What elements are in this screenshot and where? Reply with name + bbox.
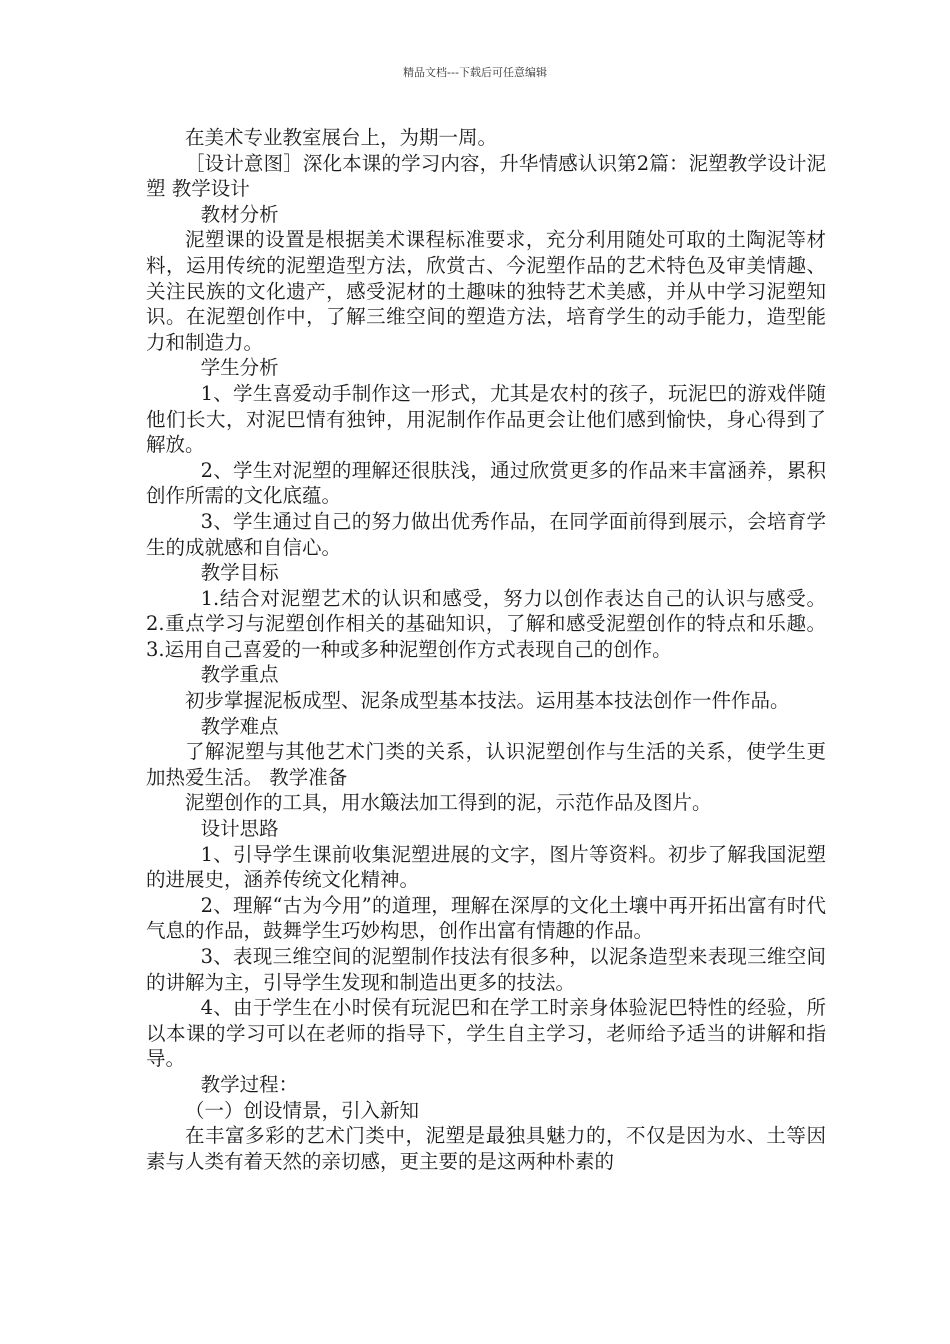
paragraph: 2、学生对泥塑的理解还很肤浅，通过欣赏更多的作品来丰富涵养，累积创作所需的文化底蕴。	[146, 458, 826, 508]
paragraph: ［设计意图］深化本课的学习内容，升华情感认识第2篇：泥塑教学设计泥塑 教学设计	[146, 151, 826, 201]
section-heading: 学生分析	[200, 356, 279, 380]
section-heading: 教学重点	[200, 663, 279, 687]
paragraph: 泥塑创作的工具，用水簸法加工得到的泥，示范作品及图片。	[185, 791, 712, 815]
paragraph: 1.结合对泥塑艺术的认识和感受，努力以创作表达自己的认识与感受。 2.重点学习与泥塑创作相关的基础知识，了解和感受泥塑创作的特点和乐趣。 3.运用自己喜爱的一种或多种泥塑创作方式表现自己的创作。	[146, 586, 826, 661]
subsection-heading: （一）创设情景，引入新知	[185, 1098, 420, 1122]
paragraph: 1、引导学生课前收集泥塑进展的文字，图片等资料。初步了解我国泥塑的进展史，涵养传统文化精神。	[146, 842, 826, 892]
paragraph: 4、由于学生在小时侯有玩泥巴和在学工时亲身体验泥巴特性的经验，所以本课的学习可以在老师的指导下，学生自主学习，老师给予适当的讲解和指导。	[146, 996, 826, 1071]
section-heading: 设计思路	[200, 817, 279, 841]
paragraph: 在美术专业教室展台上，为期一周。	[185, 126, 498, 149]
page-header: 精品文档---下载后可任意编辑	[403, 66, 547, 79]
paragraph: 3、学生通过自己的努力做出优秀作品，在同学面前得到展示，会培育学生的成就感和自信心。	[146, 509, 826, 559]
paragraph: 1、学生喜爱动手制作这一形式，尤其是农村的孩子，玩泥巴的游戏伴随他们长大，对泥巴情有独钟，用泥制作作品更会让他们感到愉快，身心得到了解放。	[146, 381, 826, 457]
paragraph: 3、表现三维空间的泥塑制作技法有很多种，以泥条造型来表现三维空间的讲解为主，引导学生发现和制造出更多的技法。	[146, 945, 826, 994]
section-heading: 教学过程：	[200, 1072, 299, 1096]
paragraph: 了解泥塑与其他艺术门类的关系，认识泥塑创作与生活的关系，使学生更加热爱生活。 教学准备	[146, 740, 826, 789]
paragraph: 在丰富多彩的艺术门类中，泥塑是最独具魅力的，不仅是因为水、土等因素与人类有着天然的亲切感，更主要的是这两种朴素的	[146, 1124, 826, 1173]
paragraph: 泥塑课的设置是根据美术课程标准要求，充分利用随处可取的土陶泥等材料，运用传统的泥塑造型方法，欣赏古、今泥塑作品的艺术特色及审美情趣、关注民族的文化遗产，感受泥材的土趣味的独特艺术美感，并从中学习泥塑知识。在泥塑创作中，了解三维空间的塑造方法，培育学生的动手能力，造型能力和制造力。	[146, 228, 826, 354]
paragraph: 初步掌握泥板成型、泥条成型基本技法。运用基本技法创作一件作品。	[185, 689, 790, 713]
section-heading: 教学难点	[200, 714, 279, 738]
section-heading: 教学目标	[200, 561, 279, 585]
paragraph: 2、理解“古为今用”的道理，理解在深厚的文化土壤中再开拓出富有时代气息的作品，鼓舞学生巧妙构思，创作出富有情趣的作品。	[146, 893, 826, 943]
section-heading: 教材分析	[200, 202, 279, 226]
document-body	[146, 125, 826, 1174]
